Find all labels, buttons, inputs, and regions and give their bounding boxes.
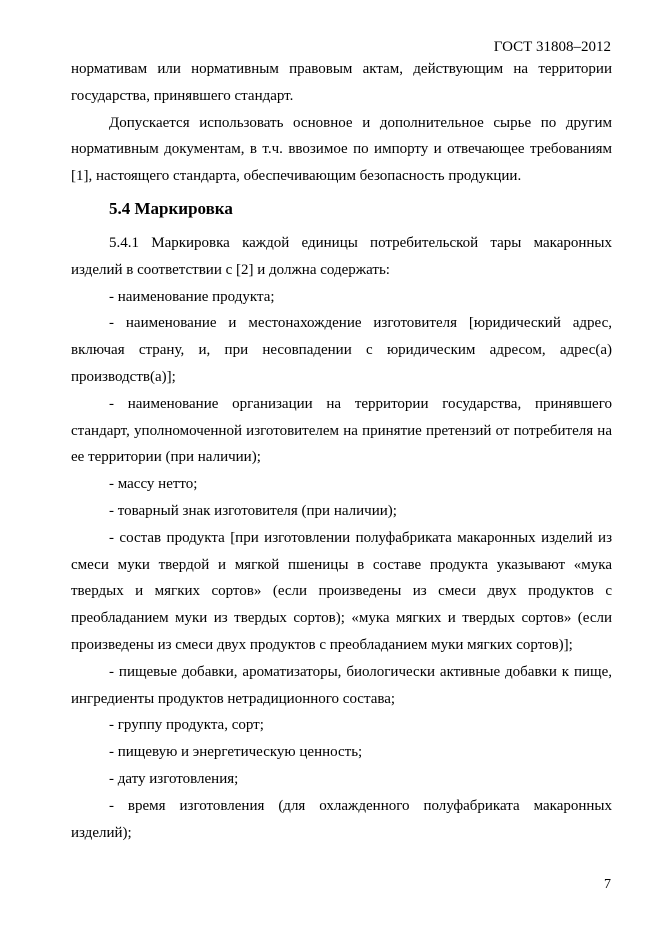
document-body [71,56,612,846]
list-item: - состав продукта [при изготовлении полуфабриката макаронных изделий из смеси муки твердой и мягкой пшеницы в составе продукта указывают «мука твердых и мягких сортов» (если произведены из смеси двух продуктов с преобладанием муки из твердых сортов); «мука мягких и твердых сортов» (если произведены из смеси двух продуктов с преобладанием муки мягких сортов)]; [71,529,612,653]
paragraph: нормативам или нормативным правовым актам, действующим на территории государства, принявшего стандарт. [71,61,612,104]
list-item: - пищевые добавки, ароматизаторы, биологически активные добавки к пище, ингредиенты продуктов нетрадиционного состава; [71,663,612,707]
clause-paragraph: 5.4.1 Маркировка каждой единицы потребительской тары макаронных изделий в соответствии с [2] и должна содержать: [71,234,612,278]
list-item: - наименование продукта; [109,288,275,305]
list-item: - товарный знак изготовителя (при наличии); [109,502,397,519]
list-item: - массу нетто; [109,476,198,493]
standard-header: ГОСТ 31808–2012 [493,39,611,55]
section-title: 5.4 Маркировка [109,198,233,218]
list-item: - наименование организации на территории государства, принявшего стандарт, уполномоченной изготовителем на принятие претензий от потребителя на ее территории (при наличии); [71,395,612,466]
paragraph: Допускается использовать основное и дополнительное сырье по другим нормативным документам, в т.ч. ввозимое по импорту и отвечающее требованиям [1], настоящего стандарта, обеспечивающим безопасность продукции. [71,114,612,185]
list-item: - наименование и местонахождение изготовителя [юридический адрес, включая страну, и, при несовпадении с юридическим адресом, адрес(а) производств(а)]; [71,315,612,385]
list-item: - время изготовления (для охлажденного полуфабриката макаронных изделий); [71,797,612,841]
list-item: - пищевую и энергетическую ценность; [109,744,363,761]
list-item: - дату изготовления; [109,770,239,787]
list-item: - группу продукта, сорт; [109,717,264,734]
page-number: 7 [604,877,611,892]
